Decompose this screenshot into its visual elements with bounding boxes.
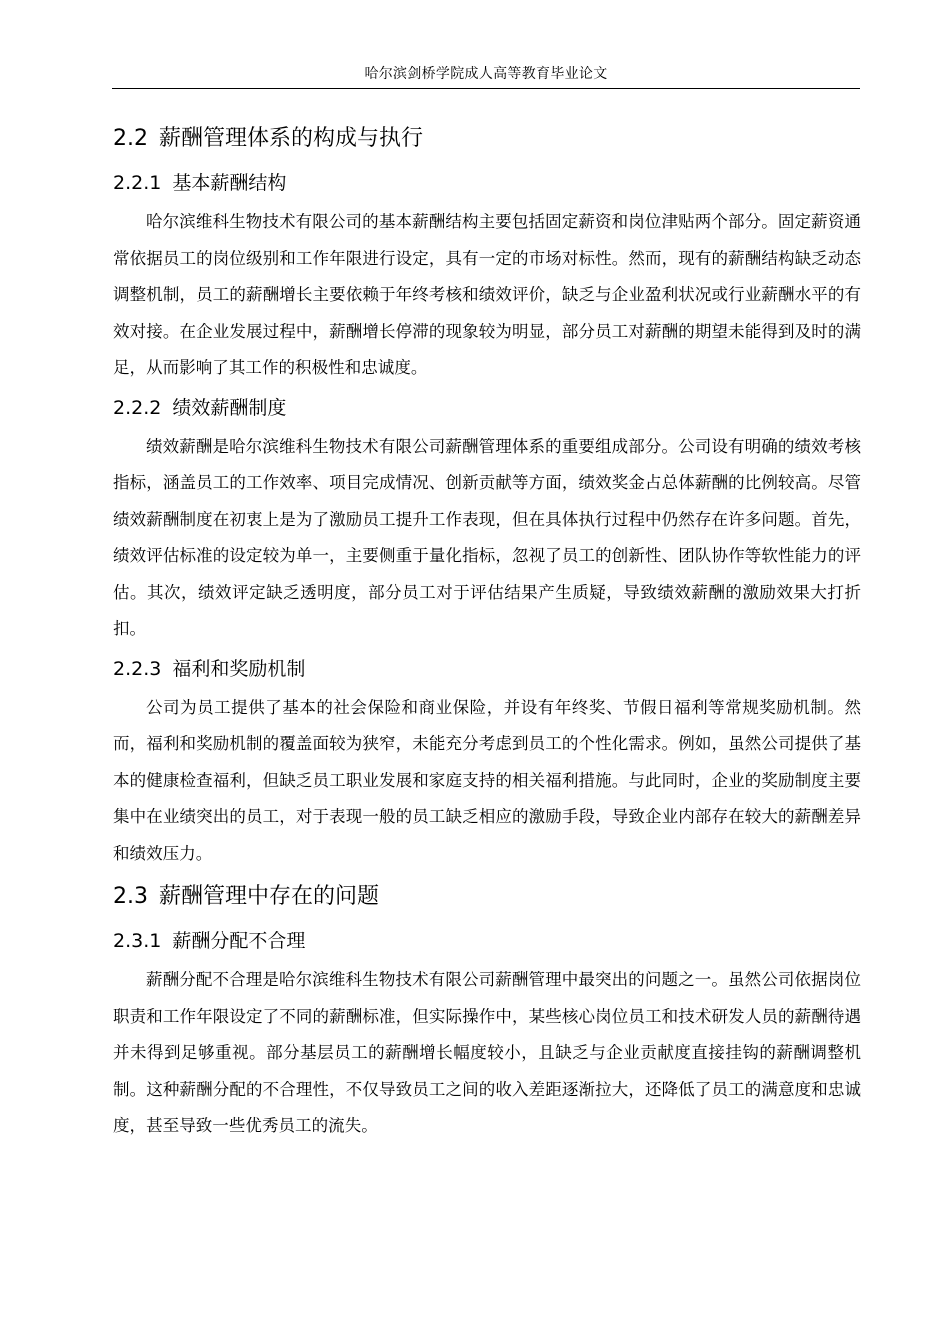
paragraph-salary-distribution: 薪酬分配不合理是哈尔滨维科生物技术有限公司薪酬管理中最突出的问题之一。虽然公司依据岗位职责和工作年限设定了不同的薪酬标准，但实际操作中，某些核心岗位员工和技术研发人员的薪酬待遇并未得到足够重视。部分基层员工的薪酬增长幅度较小，且缺乏与企业贡献度直接挂钩的薪酬调整机制。这种薪酬分配的不合理性，不仅导致员工之间的收入差距逐渐拉大，还降低了员工的满意度和忠诚度，甚至导致一些优秀员工的流失。 xyxy=(113,970,861,1135)
body-content xyxy=(113,118,861,1149)
subsection-title: 薪酬分配不合理 xyxy=(172,930,306,952)
subsection-title: 福利和奖励机制 xyxy=(172,657,306,680)
subsection-heading-2-2-3 xyxy=(113,652,861,686)
subsection-heading-2-2-1 xyxy=(113,166,861,200)
subsection-number: 2.3.1 xyxy=(113,930,162,952)
subsection-title: 基本薪酬结构 xyxy=(172,172,287,194)
section-heading-2-2 xyxy=(113,118,861,160)
subsection-heading-2-3-1 xyxy=(113,924,861,958)
section-title: 薪酬管理体系的构成与执行 xyxy=(159,126,424,151)
section-title: 薪酬管理中存在的问题 xyxy=(159,884,380,909)
paragraph-benefits: 公司为员工提供了基本的社会保险和商业保险，并设有年终奖、节假日福利等常规奖励机制。然而，福利和奖励机制的覆盖面较为狭窄，未能充分考虑到员工的个性化需求。例如，虽然公司提供了基本的健康检查福利，但缺乏员工职业发展和家庭支持的相关福利措施。与此同时，企业的奖励制度主要集中在业绩突出的员工，对于表现一般的员工缺乏相应的激励手段，导致企业内部存在较大的薪酬差异和绩效压力。 xyxy=(113,697,861,863)
subsection-heading-2-2-2 xyxy=(113,391,861,425)
section-number: 2.3 xyxy=(113,884,148,909)
section-number: 2.2 xyxy=(113,126,148,151)
subsection-number: 2.2.3 xyxy=(113,657,162,680)
header-rule xyxy=(112,88,860,89)
subsection-title: 绩效薪酬制度 xyxy=(172,396,287,419)
subsection-number: 2.2.2 xyxy=(113,396,162,419)
running-header: 哈尔滨剑桥学院成人高等教育毕业论文 xyxy=(364,66,608,82)
paragraph-basic-salary: 哈尔滨维科生物技术有限公司的基本薪酬结构主要包括固定薪资和岗位津贴两个部分。固定薪资通常依据员工的岗位级别和工作年限进行设定，具有一定的市场对标性。然而，现有的薪酬结构缺乏动态调整机制，员工的薪酬增长主要依赖于年终考核和绩效评价，缺乏与企业盈利状况或行业薪酬水平的有效对接。在企业发展过程中，薪酬增长停滞的现象较为明显，部分员工对薪酬的期望未能得到及时的满足，从而影响了其工作的积极性和忠诚度。 xyxy=(113,212,861,377)
section-heading-2-3 xyxy=(113,876,861,918)
paragraph-performance-pay: 绩效薪酬是哈尔滨维科生物技术有限公司薪酬管理体系的重要组成部分。公司设有明确的绩效考核指标，涵盖员工的工作效率、项目完成情况、创新贡献等方面，绩效奖金占总体薪酬的比例较高。尽管绩效薪酬制度在初衷上是为了激励员工提升工作表现，但在具体执行过程中仍然存在许多问题。首先，绩效评估标准的设定较为单一，主要侧重于量化指标，忽视了员工的创新性、团队协作等软性能力的评估。其次，绩效评定缺乏透明度，部分员工对于评估结果产生质疑，导致绩效薪酬的激励效果大打折扣。 xyxy=(113,436,861,638)
subsection-number: 2.2.1 xyxy=(113,172,162,194)
